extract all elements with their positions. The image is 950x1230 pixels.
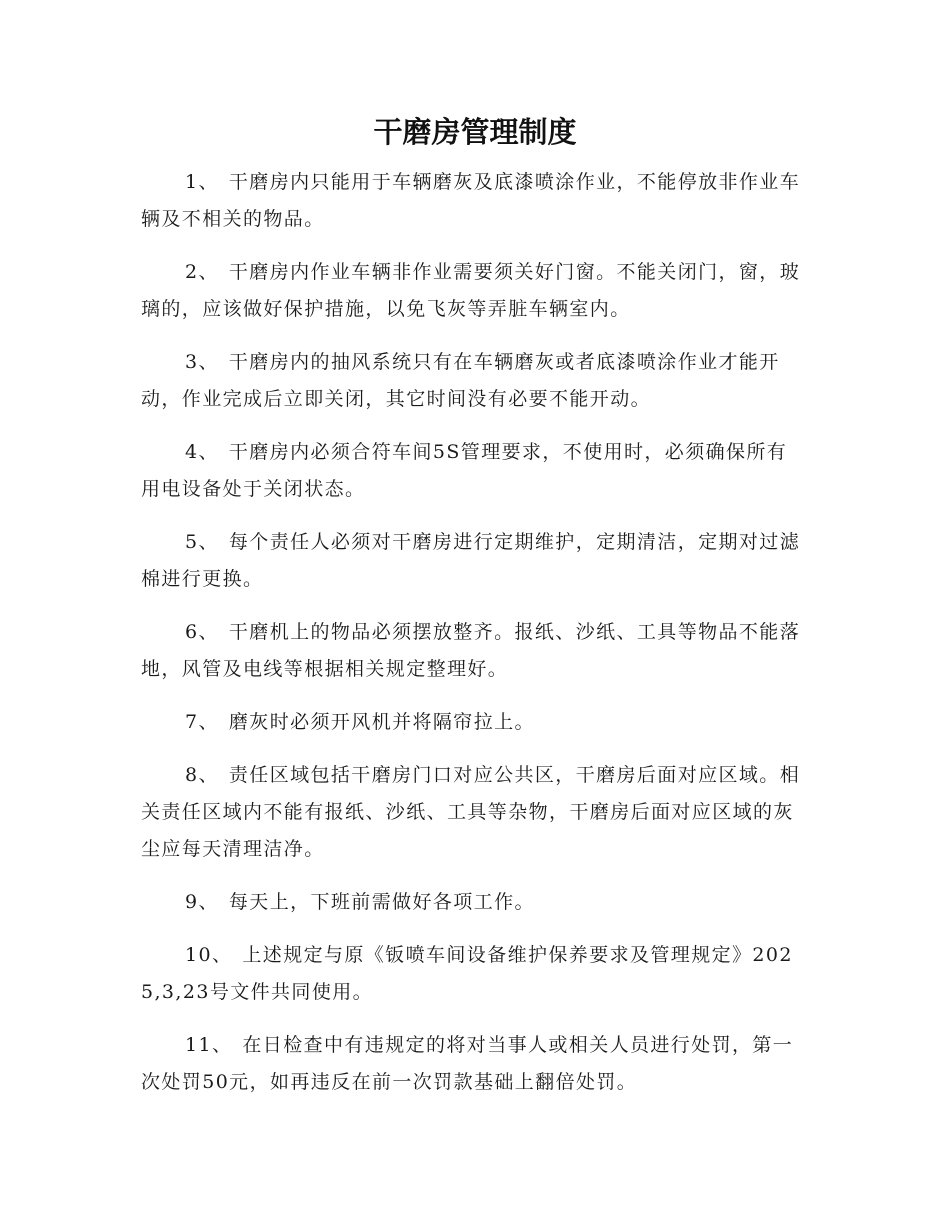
rule-text: 干磨房内作业车辆非作业需要须关好门窗。不能关闭门，窗，玻璃的，应该做好保护措施，以免飞灰等弄脏车辆室内。 — [141, 261, 801, 320]
rule-text: 磨灰时必须开风机并将隔帘拉上。 — [228, 711, 535, 733]
rule-text: 干磨房内的抽风系统只有在车辆磨灰或者底漆喷涂作业才能开动，作业完成后立即关闭，其它时间没有必要不能开动。 — [141, 351, 780, 410]
rule-item-7 — [141, 704, 805, 741]
rule-text: 每个责任人必须对干磨房进行定期维护，定期清洁，定期对过滤棉进行更换。 — [141, 531, 801, 590]
rule-item-3 — [141, 344, 805, 418]
rule-number: 5、 — [185, 531, 219, 553]
rule-text: 干磨房内必须合符车间5S管理要求，不使用时，必须确保所有用电设备处于关闭状态。 — [141, 441, 788, 500]
rule-item-9 — [141, 884, 805, 921]
rule-number: 11、 — [185, 1034, 233, 1056]
rule-text: 上述规定与原《钣喷车间设备维护保养要求及管理规定》2025,3,23号文件共同使用。 — [141, 944, 793, 1003]
rule-number: 4、 — [185, 441, 219, 463]
rule-number: 6、 — [185, 621, 219, 643]
rule-item-11 — [141, 1027, 805, 1101]
rule-item-8 — [141, 757, 805, 868]
rule-item-6 — [141, 614, 805, 688]
rule-text: 干磨机上的物品必须摆放整齐。报纸、沙纸、工具等物品不能落地，风管及电线等根据相关规定整理好。 — [141, 621, 801, 680]
rule-number: 7、 — [185, 711, 219, 733]
rule-number: 1、 — [185, 171, 219, 193]
rule-item-1 — [141, 164, 805, 238]
rule-number: 3、 — [185, 351, 219, 373]
document-body — [141, 164, 805, 1117]
rule-text: 每天上，下班前需做好各项工作。 — [228, 891, 535, 913]
rule-number: 9、 — [185, 891, 219, 913]
rule-number: 8、 — [185, 764, 219, 786]
rule-item-5 — [141, 524, 805, 598]
rule-item-4 — [141, 434, 805, 508]
rule-item-2 — [141, 254, 805, 328]
rule-item-10 — [141, 937, 805, 1011]
rule-text: 在日检查中有违规定的将对当事人或相关人员进行处罚，第一次处罚50元，如再违反在前一次罚款基础上翻倍处罚。 — [141, 1034, 794, 1093]
rule-text: 干磨房内只能用于车辆磨灰及底漆喷涂作业，不能停放非作业车辆及不相关的物品。 — [141, 171, 801, 230]
document-title: 干磨房管理制度 — [373, 115, 577, 149]
rule-text: 责任区域包括干磨房门口对应公共区，干磨房后面对应区域。相关责任区域内不能有报纸、沙纸、工具等杂物，干磨房后面对应区域的灰尘应每天清理洁净。 — [141, 764, 801, 860]
rule-number: 10、 — [185, 944, 233, 966]
rule-number: 2、 — [185, 261, 219, 283]
